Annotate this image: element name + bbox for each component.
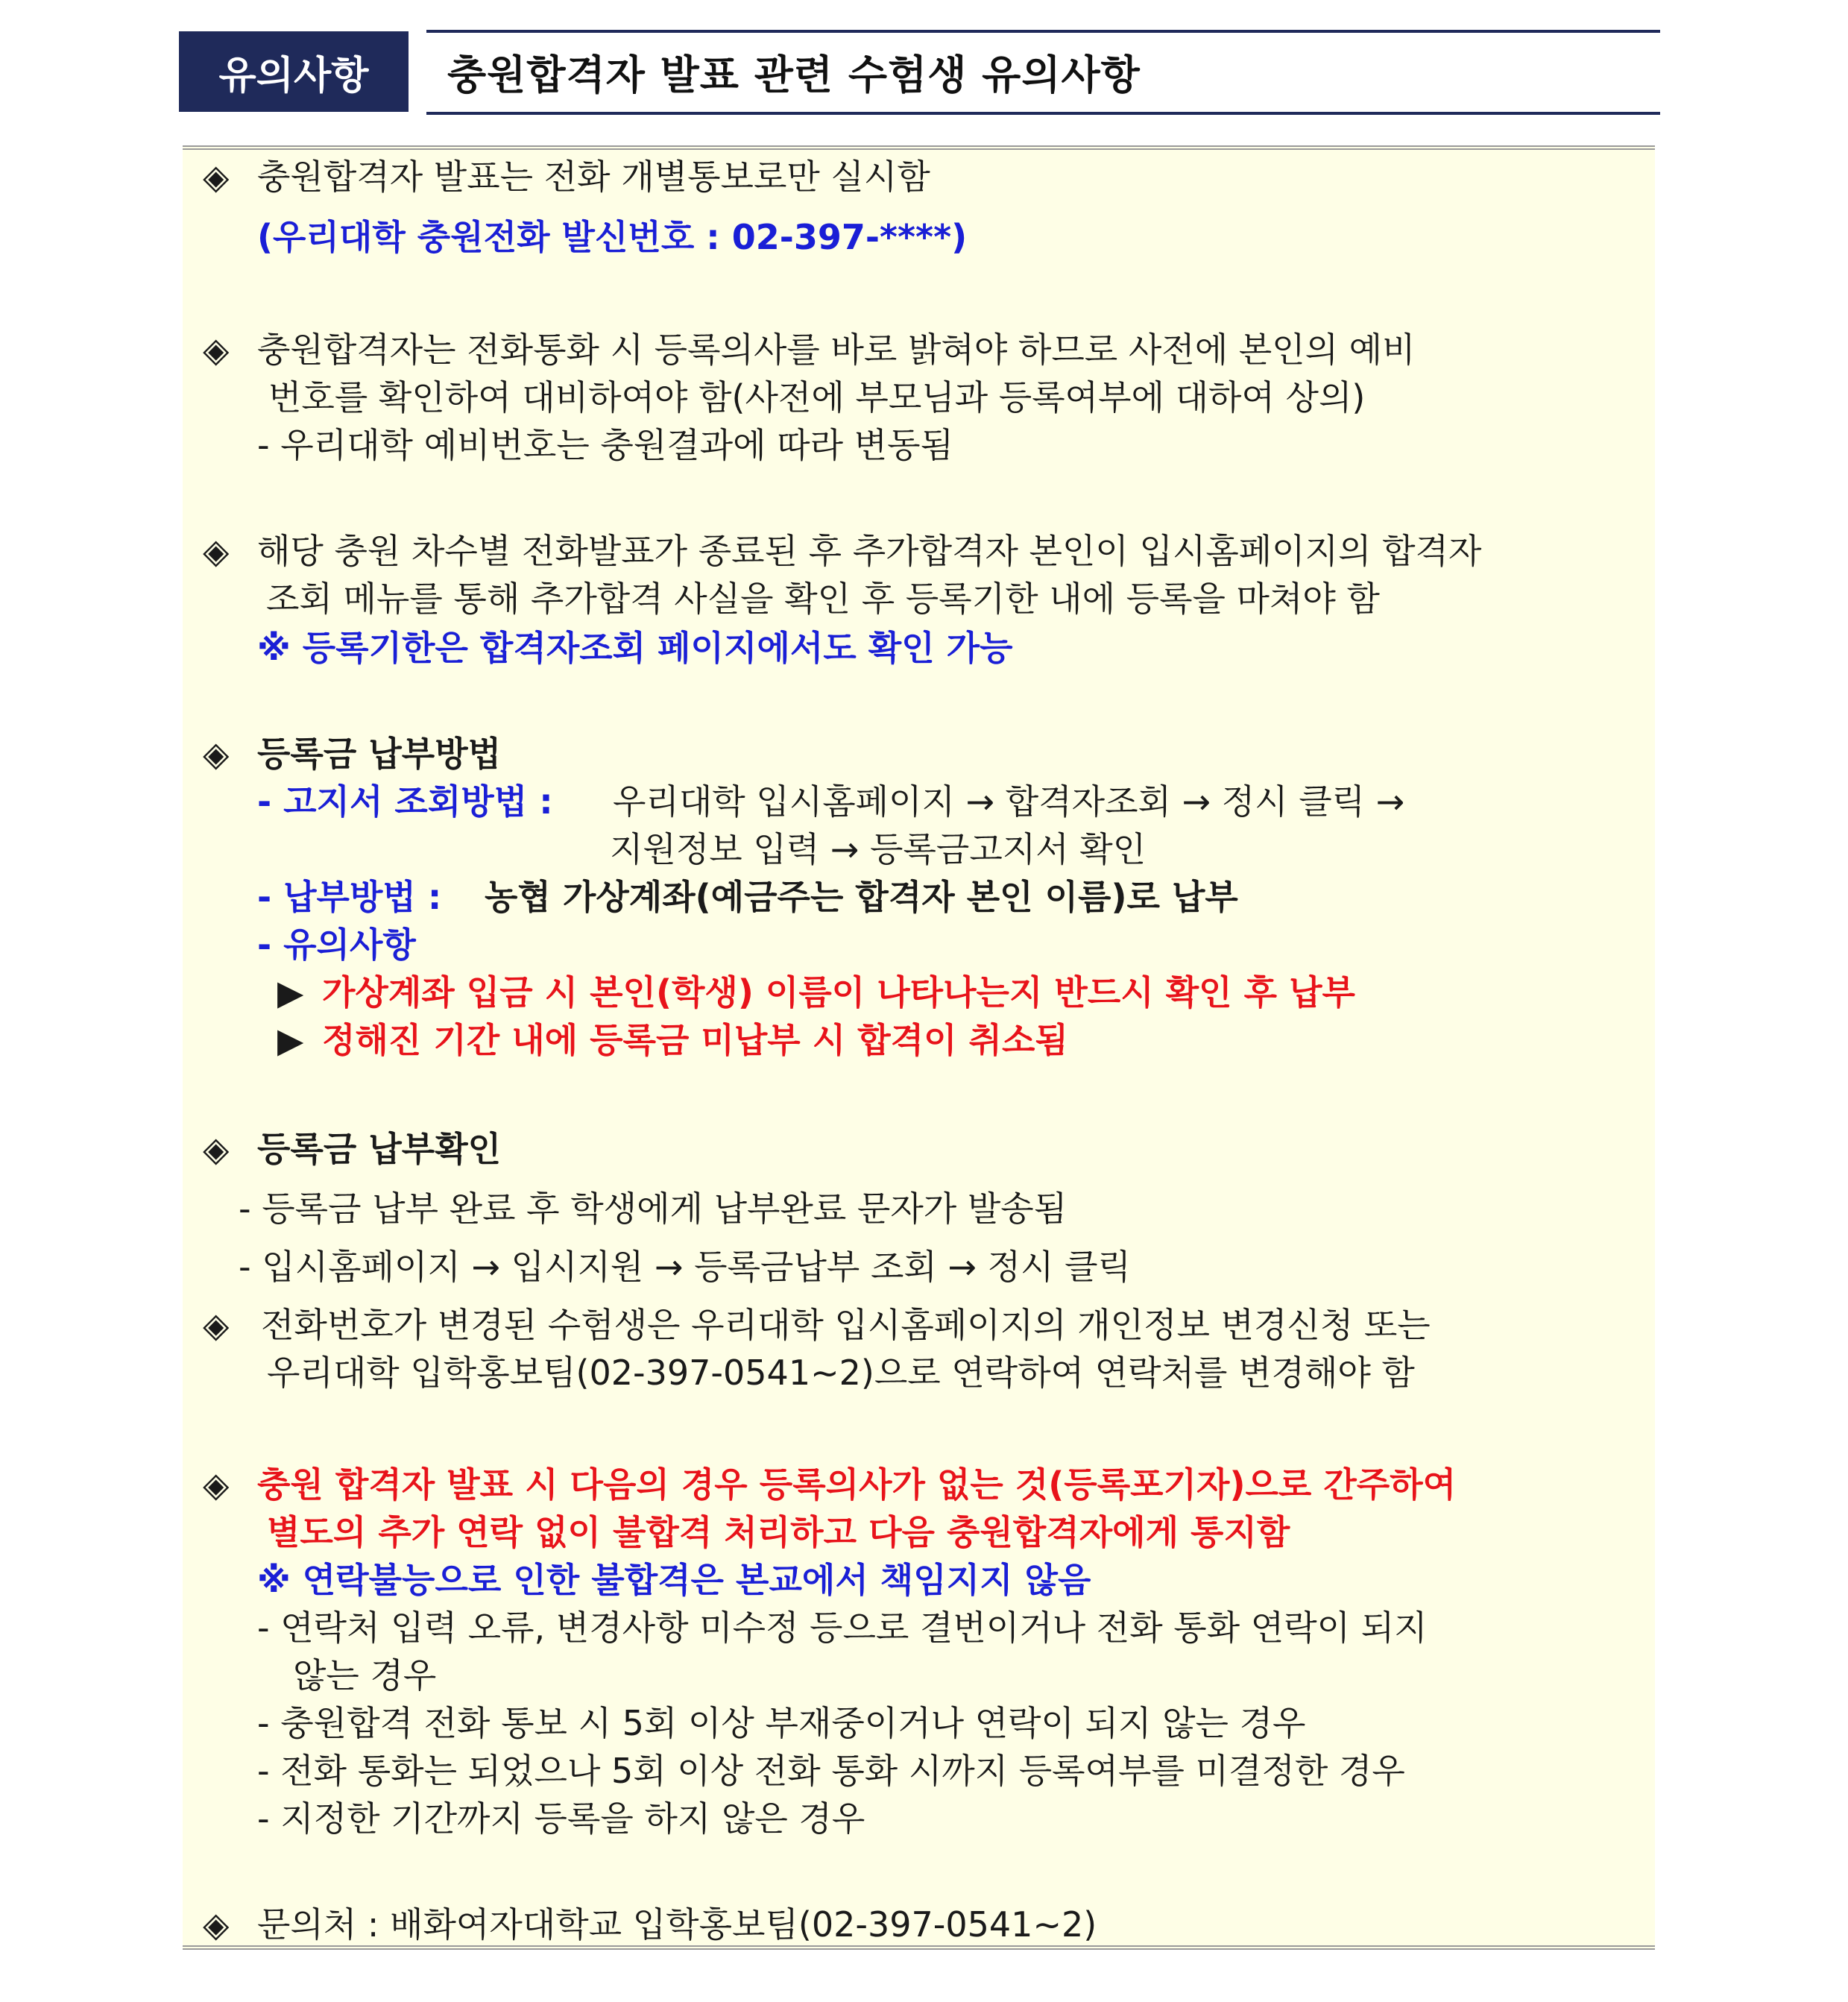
s4-notice2-text: 정해진 기간 내에 등록금 미납부 시 합격이 취소됨 [322,1020,1068,1060]
diamond-bullet-icon: ◈ [203,1305,230,1345]
s3-line1: 해당 충원 차수별 전화발표가 종료된 후 추가합격자 본인이 입시홈페이지의 합격자 [257,531,1482,571]
diamond-bullet-icon: ◈ [203,531,230,571]
s4-pay-label: - 납부방법 : [257,877,442,917]
triangle-arrow-icon: ▶ [277,972,304,1013]
s4-notice2 [277,1017,1068,1063]
s4-notice1 [277,969,1355,1016]
s7-note: ※ 연락불능으로 인한 불합격은 본교에서 책임지지 않음 [257,1560,1091,1600]
s7-case1a: - 연락처 입력 오류, 변경사항 미수정 등으로 결번이거나 전화 통화 연락이 되지 [257,1608,1428,1648]
s7-case1b: 않는 경우 [293,1655,437,1696]
header-rule-top [426,30,1660,33]
s5-title: 등록금 납부확인 [257,1129,502,1169]
s6-line2: 우리대학 입학홍보팀(02-397-0541~2)으로 연락하여 연락처를 변경해야 함 [267,1353,1415,1393]
s3-note: ※ 등록기한은 합격자조회 페이지에서도 확인 가능 [257,628,1013,668]
s7-line2: 별도의 추가 연락 없이 불합격 처리하고 다음 충원합격자에게 통지함 [267,1512,1290,1552]
diamond-bullet-icon: ◈ [203,1464,230,1505]
triangle-arrow-icon: ▶ [277,1020,304,1060]
s4-inquiry-text2: 지원정보 입력 → 등록금고지서 확인 [610,829,1147,869]
s4-title: 등록금 납부방법 [257,734,502,774]
diamond-bullet-icon: ◈ [203,1129,230,1169]
diamond-bullet-icon: ◈ [203,157,230,197]
s6-line1: 전화번호가 변경된 수험생은 우리대학 입시홈페이지의 개인정보 변경신청 또는 [261,1305,1431,1345]
diamond-bullet-icon: ◈ [203,734,230,774]
s2-line3: - 우리대학 예비번호는 충원결과에 따라 변동됨 [257,425,953,465]
diamond-bullet-icon: ◈ [203,1904,230,1945]
s4-inquiry-text1: 우리대학 입시홈페이지 → 합격자조회 → 정시 클릭 → [613,781,1405,822]
header-rule-bottom [426,112,1660,115]
s7-case2: - 충원합격 전화 통보 시 5회 이상 부재중이거나 연락이 되지 않는 경우 [257,1703,1306,1743]
s8-contact: 문의처 : 배화여자대학교 입학홍보팀(02-397-0541~2) [257,1904,1097,1945]
s5-line2: - 입시홈페이지 → 입시지원 → 등록금납부 조회 → 정시 클릭 [239,1247,1131,1287]
s2-line2: 번호를 확인하여 대비하여야 함(사전에 부모님과 등록여부에 대하여 상의) [268,377,1366,418]
s7-case4: - 지정한 기간까지 등록을 하지 않은 경우 [257,1798,865,1839]
s4-inquiry-label: - 고지서 조회방법 : [257,781,553,822]
s4-pay-text: 농협 가상계좌(예금주는 합격자 본인 이름)로 납부 [485,877,1238,917]
s3-line2: 조회 메뉴를 통해 추가합격 사실을 확인 후 등록기한 내에 등록을 마쳐야 함 [266,579,1380,619]
section-tag: 유의사항 [179,31,409,112]
s1-phone-number: (우리대학 충원전화 발신번호 : 02-397-****) [257,217,968,257]
s7-line1: 충원 합격자 발표 시 다음의 경우 등록의사가 없는 것(등록포기자)으로 간주하여 [257,1464,1457,1505]
s5-line1: - 등록금 납부 완료 후 학생에게 납부완료 문자가 발송됨 [239,1189,1068,1229]
page-title: 충원합격자 발표 관련 수험생 유의사항 [447,51,1141,98]
diamond-bullet-icon: ◈ [203,330,230,370]
s4-notice1-text: 가상계좌 입금 시 본인(학생) 이름이 나타나는지 반드시 확인 후 납부 [322,972,1355,1013]
s7-case3: - 전화 통화는 되었으나 5회 이상 전화 통화 시까지 등록여부를 미결정한 경우 [257,1751,1405,1791]
s1-line1: 충원합격자 발표는 전화 개별통보로만 실시함 [257,157,930,197]
s4-notice-label: - 유의사항 [257,925,416,965]
s2-line1: 충원합격자는 전화통화 시 등록의사를 바로 밝혀야 하므로 사전에 본인의 예비 [257,330,1416,370]
